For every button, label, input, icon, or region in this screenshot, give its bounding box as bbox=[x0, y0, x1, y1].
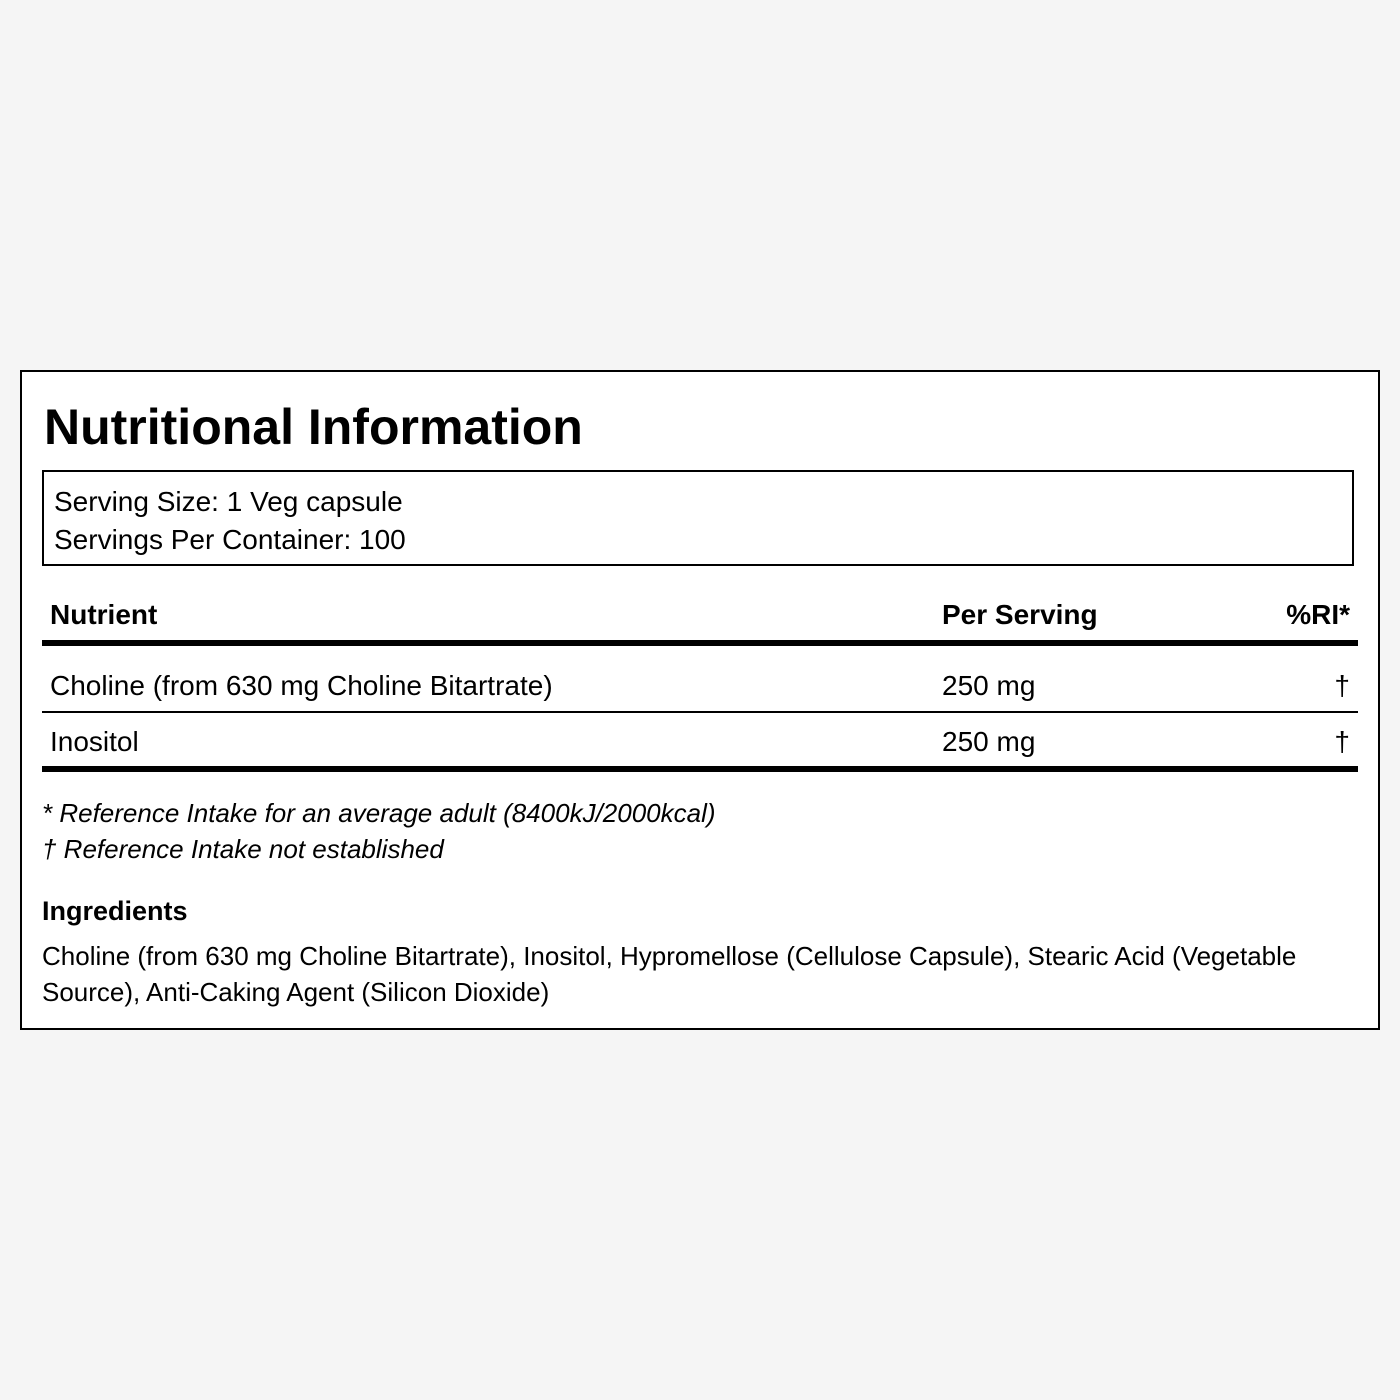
header-per-serving: Per Serving bbox=[942, 599, 1098, 630]
row-divider bbox=[42, 711, 1358, 713]
ingredients-heading: Ingredients bbox=[42, 896, 188, 926]
row-nutrient: Inositol bbox=[50, 726, 139, 757]
header-divider bbox=[42, 640, 1358, 646]
row-per-serving: 250 mg bbox=[942, 726, 1036, 757]
row-ri: † bbox=[1334, 670, 1350, 701]
header-ri: %RI* bbox=[1286, 599, 1350, 630]
panel-title: Nutritional Information bbox=[44, 399, 583, 455]
ingredients-text: Choline (from 630 mg Choline Bitartrate), Inositol, Hypromellose (Cellulose Capsule), Stearic Acid (Vegetable Source), Anti-Caking Agent (Silicon Dioxide) bbox=[42, 941, 1297, 1007]
footnote-reference-intake: * Reference Intake for an average adult (8400kJ/2000kcal) bbox=[42, 798, 716, 828]
row-per-serving: 250 mg bbox=[942, 670, 1036, 701]
nutrition-panel bbox=[20, 370, 1380, 1030]
serving-info-box bbox=[42, 470, 1354, 566]
serving-size: Serving Size: 1 Veg capsule bbox=[54, 486, 403, 517]
row-nutrient: Choline (from 630 mg Choline Bitartrate) bbox=[50, 670, 553, 701]
servings-per-container: Servings Per Container: 100 bbox=[54, 524, 406, 555]
row-ri: † bbox=[1334, 726, 1350, 757]
header-nutrient: Nutrient bbox=[50, 599, 158, 630]
table-bottom-divider bbox=[42, 766, 1358, 772]
footnote-not-established: † Reference Intake not established bbox=[42, 834, 444, 864]
